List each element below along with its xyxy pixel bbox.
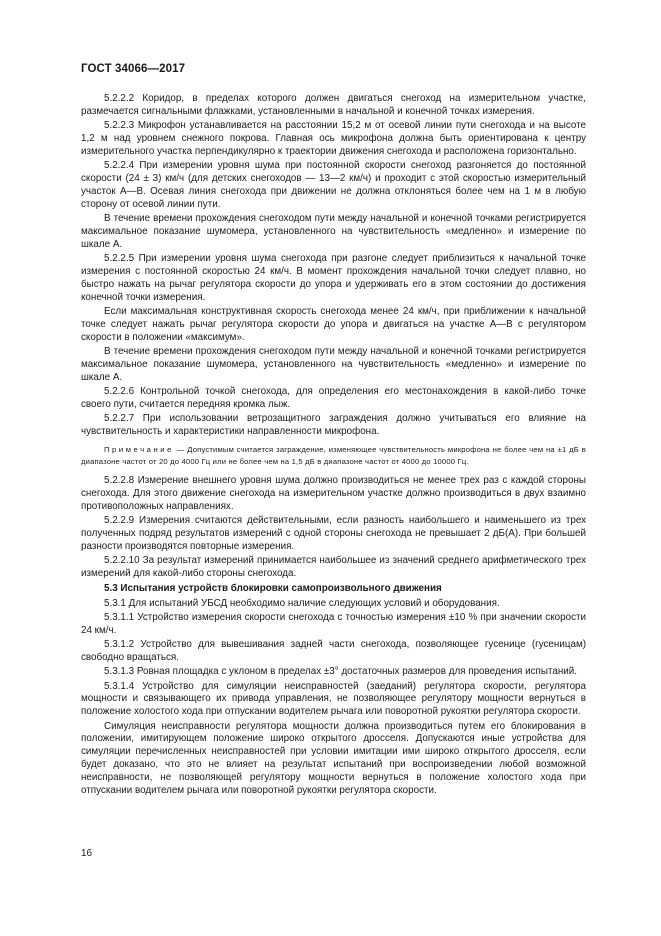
paragraph-5-2-2-4-continued: В течение времени прохождения снегоходом пути между начальной и конечной точками регистрируется максимальное показание шумомера, установленного на чувствительность «медленно» и измерение по шкале А. xyxy=(81,213,586,250)
paragraph-5-2-2-10: 5.2.2.10 За результат измерений принимается наибольшее из значений среднего арифметического трех измерений для какой-либо стороны снегохода. xyxy=(81,555,586,580)
document-header: ГОСТ 34066—2017 xyxy=(81,63,186,75)
paragraph-5-3-1-3: 5.3.1.3 Ровная площадка с уклоном в пределах ±3° достаточных размеров для проведения испытаний. xyxy=(104,666,577,678)
paragraph-5-2-2-5-continued: Если максимальная конструктивная скорость снегохода менее 24 км/ч, при приближении к начальной точке следует нажать рычаг регулятора скорости до упора и двигаться на участке А—В с регулятором скорости в положении «максимум». xyxy=(81,305,586,343)
paragraph-5-2-2-7: 5.2.2.7 При использовании ветрозащитного заграждения должно учитываться его влияние на чувствительность и характеристики направленности микрофона. xyxy=(81,413,586,438)
page-number: 16 xyxy=(81,848,93,859)
paragraph-5-2-2-3: 5.2.2.3 Микрофон устанавливается на расстоянии 15,2 м от осевой линии пути снегохода и на высоте 1,2 м над уровнем снежного покрова. Главная ось микрофона должна быть ориентирована к центру измерительного участка перпендикулярно к траектории движения снегохода и расположена горизонтально. xyxy=(81,120,586,157)
paragraph-5-3-1-4: 5.3.1.4 Устройство для симуляции неисправностей (заеданий) регулятора скорости, регулятора мощности и связывающего их привода управления, не позволяющее регулятору мощности вернуться в положение холостого хода при отпускании водителем рычага или поворотной рукоятки регулятора скорости. xyxy=(81,680,586,718)
paragraph-5-3-1: 5.3.1 Для испытаний УБСД необходимо наличие следующих условий и оборудования. xyxy=(104,597,500,609)
note-label: Примечание xyxy=(104,444,174,454)
note-text: — Допустимым считается заграждение, изменяющее чувствительность микрофона не более чем на ±1 дБ в диапазоне частот от 20 до 4000 Гц или не более чем на 1,5 дБ в диапазоне частот от 4000 до 10000 Гц. xyxy=(81,444,586,466)
document-body xyxy=(81,93,586,799)
paragraph-5-3-1-2: 5.3.1.2 Устройство для вывешивания задней части снегохода, позволяющее гусенице (гусеницам) свободно вращаться. xyxy=(81,639,586,664)
paragraph-5-2-2-4: 5.2.2.4 При измерении уровня шума при постоянной скорости снегоход разгоняется до постоянной скорости (24 ± 3) км/ч (для детских снегоходов — 13—2 км/ч) и проходит с этой скоростью измерительный участок А—В. Осевая линия снегохода при движении не должна отклоняться более чем на 1 м в любую сторону от осевой линии пути. xyxy=(81,160,586,210)
paragraph-5-3-1-1: 5.3.1.1 Устройство измерения скорости снегохода с точностью измерения ±10 % при значении скорости 24 км/ч. xyxy=(81,612,586,636)
section-heading-5-3: 5.3 Испытания устройств блокировки самопроизвольного движения xyxy=(104,582,442,594)
paragraph-5-2-2-9: 5.2.2.9 Измерения считаются действительными, если разность наибольшего и наименьшего из трех полученных подряд результатов измерений с одной стороны снегохода не превышает 2 дБ(А). При большей разности производятся повторные измерения. xyxy=(81,515,586,552)
paragraph-5-2-2-6: 5.2.2.6 Контрольной точкой снегохода, для определения его местонахождения в какой-либо точке своего пути, считается передняя кромка лыж. xyxy=(81,386,586,410)
paragraph-5-2-2-5-registration: В течение времени прохождения снегоходом пути между начальной и конечной точками регистрируется максимальное показание шумомера, установленного на чувствительность «медленно» и измерение по шкале А. xyxy=(81,346,586,383)
paragraph-simulation: Симуляция неисправности регулятора мощности должна производиться путем его блокирования в положении, имитирующем положение широко открытого дросселя. Допускаются иные устройства для симуляции перечисленных неисправностей при условии имитации ими широко открытого дросселя, если будет доказано, что это не влияет на результат испытаний при воспроизведении любой возможной неисправности, не позволяющей регулятору мощности вернуться в положение холостого хода при отпускании водителем рычага или поворотной рукоятки регулятора скорости. xyxy=(81,720,586,797)
paragraph-5-2-2-8: 5.2.2.8 Измерение внешнего уровня шума должно производиться не менее трех раз с каждой стороны снегохода. Для этого движение снегохода на измерительном участке должно производиться в двух взаимно противоположных направлениях. xyxy=(81,475,586,512)
note xyxy=(81,444,586,467)
paragraph-5-2-2-5: 5.2.2.5 При измерении уровня шума снегохода при разгоне следует приблизиться к начальной точке измерения с постоянной скоростью 24 км/ч. В момент прохождения начальной точки следует плавно, но быстро нажать на рычаг регулятора скорости до упора и удерживать его в этом состоянии до достижения конечной точки измерения. xyxy=(81,253,586,303)
paragraph-5-2-2-2: 5.2.2.2 Коридор, в пределах которого должен двигаться снегоход на измерительном участке, размечается сигнальными флажками, установленными в начальной и конечной точках измерения. xyxy=(81,93,586,117)
